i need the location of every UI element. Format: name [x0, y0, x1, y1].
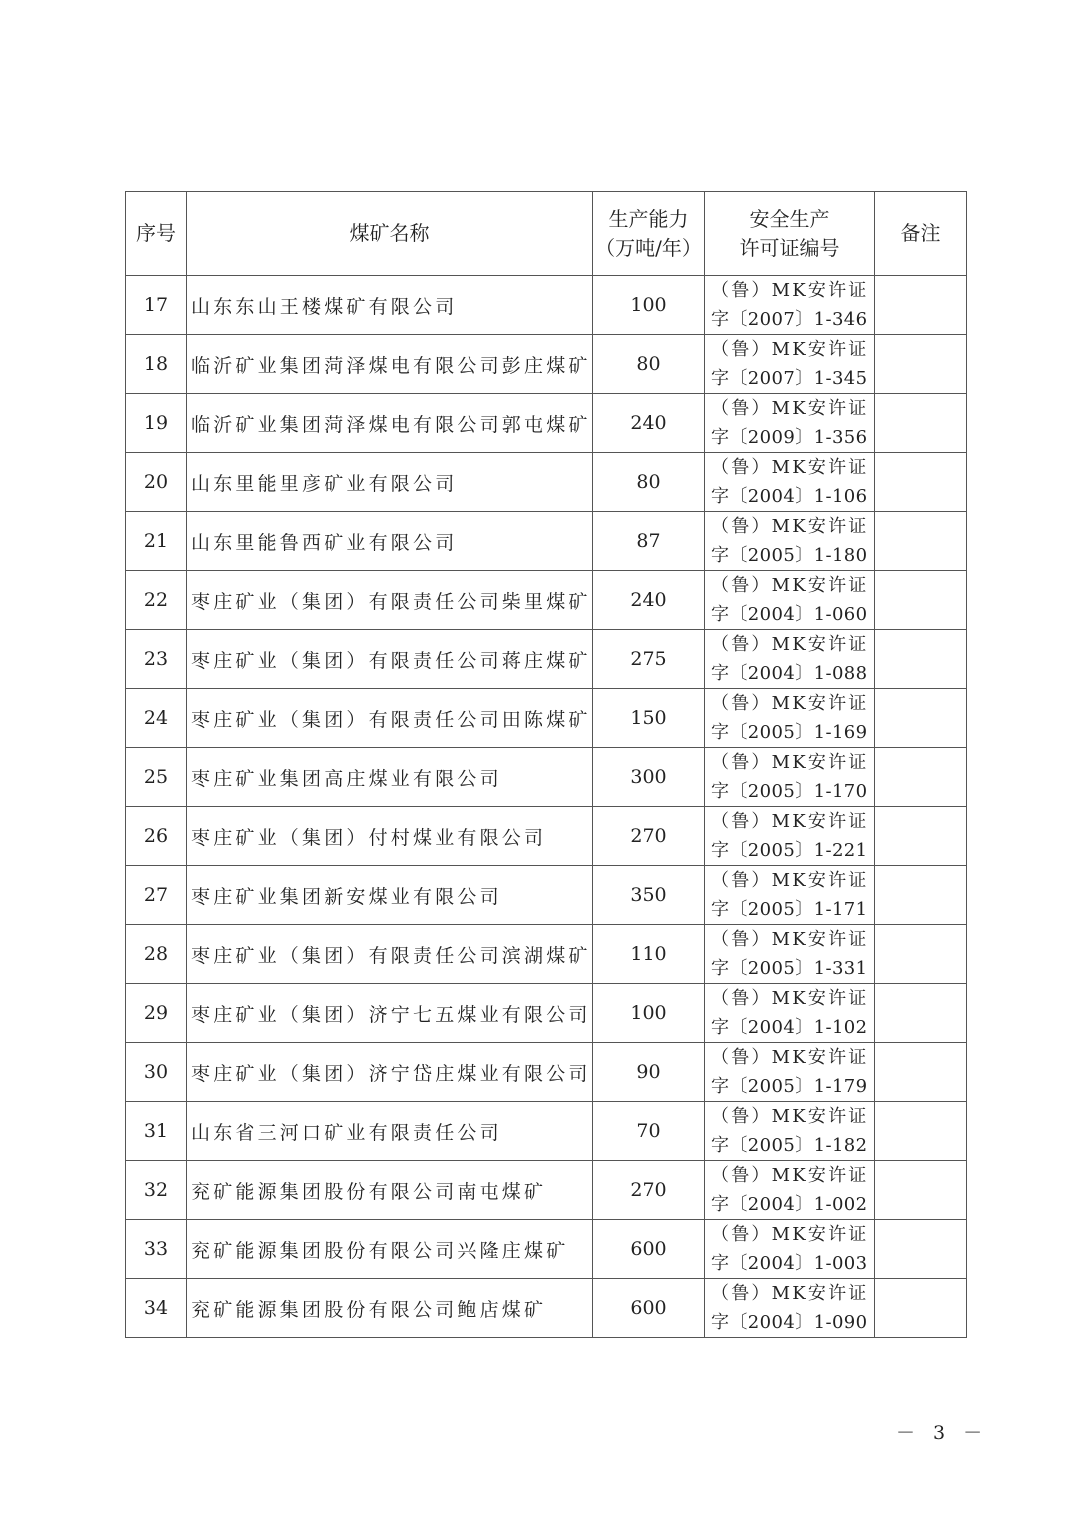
page-number: － 3 － [896, 1422, 989, 1444]
production-capacity: 270 [593, 1161, 705, 1220]
remark [875, 630, 967, 689]
remark [875, 394, 967, 453]
production-capacity: 110 [593, 925, 705, 984]
production-capacity: 100 [593, 276, 705, 335]
table-row [126, 394, 967, 453]
row-number: 31 [126, 1102, 187, 1161]
production-capacity: 90 [593, 1043, 705, 1102]
production-capacity: 100 [593, 984, 705, 1043]
production-capacity: 600 [593, 1279, 705, 1338]
license-number [705, 807, 875, 866]
row-number: 17 [126, 276, 187, 335]
table-row [126, 1043, 967, 1102]
license-line2: 字〔2004〕1-102 [711, 1017, 868, 1038]
remark [875, 276, 967, 335]
license-number [705, 394, 875, 453]
table-row [126, 630, 967, 689]
license-line2: 字〔2004〕1-002 [711, 1194, 868, 1215]
production-capacity: 80 [593, 335, 705, 394]
license-line1: （鲁）MK安许证 [711, 280, 869, 301]
mine-name: 临沂矿业集团菏泽煤电有限公司彭庄煤矿 [187, 335, 593, 394]
license-line1: （鲁）MK安许证 [711, 811, 869, 832]
row-number: 24 [126, 689, 187, 748]
license-line2: 字〔2005〕1-170 [711, 781, 868, 802]
license-line1: （鲁）MK安许证 [711, 1165, 869, 1186]
table-row [126, 1279, 967, 1338]
license-line2: 字〔2004〕1-060 [711, 604, 868, 625]
license-line1: （鲁）MK安许证 [711, 457, 869, 478]
remark [875, 1279, 967, 1338]
mine-name: 山东里能里彦矿业有限公司 [187, 453, 593, 512]
license-line1: （鲁）MK安许证 [711, 988, 869, 1009]
table-row [126, 571, 967, 630]
production-capacity: 270 [593, 807, 705, 866]
table-row [126, 689, 967, 748]
header-capacity-line2: （万吨/年） [595, 235, 702, 260]
row-number: 34 [126, 1279, 187, 1338]
license-number [705, 925, 875, 984]
table-row [126, 866, 967, 925]
mine-name: 枣庄矿业集团新安煤业有限公司 [187, 866, 593, 925]
license-number [705, 512, 875, 571]
remark [875, 1102, 967, 1161]
table-row [126, 984, 967, 1043]
license-number [705, 1043, 875, 1102]
header-capacity-line1: 生产能力 [608, 206, 689, 231]
mine-name: 枣庄矿业（集团）付村煤业有限公司 [187, 807, 593, 866]
license-line1: （鲁）MK安许证 [711, 1047, 869, 1068]
header-license [705, 192, 875, 276]
remark [875, 689, 967, 748]
table-row [126, 276, 967, 335]
production-capacity: 600 [593, 1220, 705, 1279]
license-line1: （鲁）MK安许证 [711, 1106, 869, 1127]
license-number [705, 1279, 875, 1338]
table-row [126, 1161, 967, 1220]
license-number [705, 335, 875, 394]
license-line2: 字〔2005〕1-182 [711, 1135, 868, 1156]
remark [875, 748, 967, 807]
row-number: 32 [126, 1161, 187, 1220]
remark [875, 984, 967, 1043]
row-number: 33 [126, 1220, 187, 1279]
license-line1: （鲁）MK安许证 [711, 929, 869, 950]
table-body [126, 276, 967, 1338]
remark [875, 512, 967, 571]
license-number [705, 630, 875, 689]
table-row [126, 807, 967, 866]
remark [875, 866, 967, 925]
mine-name: 兖矿能源集团股份有限公司南屯煤矿 [187, 1161, 593, 1220]
remark [875, 453, 967, 512]
mine-name: 兖矿能源集团股份有限公司兴隆庄煤矿 [187, 1220, 593, 1279]
production-capacity: 80 [593, 453, 705, 512]
license-line1: （鲁）MK安许证 [711, 339, 869, 360]
header-license-line1: 安全生产 [749, 206, 830, 231]
row-number: 27 [126, 866, 187, 925]
remark [875, 1043, 967, 1102]
license-line2: 字〔2004〕1-106 [711, 486, 868, 507]
license-line1: （鲁）MK安许证 [711, 1283, 869, 1304]
license-line1: （鲁）MK安许证 [711, 575, 869, 596]
remark [875, 925, 967, 984]
row-number: 30 [126, 1043, 187, 1102]
remark [875, 1220, 967, 1279]
license-number [705, 1220, 875, 1279]
mine-name: 枣庄矿业（集团）有限责任公司柴里煤矿 [187, 571, 593, 630]
mine-name: 山东里能鲁西矿业有限公司 [187, 512, 593, 571]
license-line2: 字〔2005〕1-221 [711, 840, 868, 861]
production-capacity: 240 [593, 394, 705, 453]
license-line2: 字〔2005〕1-169 [711, 722, 868, 743]
production-capacity: 150 [593, 689, 705, 748]
row-number: 26 [126, 807, 187, 866]
license-line1: （鲁）MK安许证 [711, 634, 869, 655]
header-license-line2: 许可证编号 [739, 235, 840, 260]
row-number: 29 [126, 984, 187, 1043]
row-number: 25 [126, 748, 187, 807]
license-line1: （鲁）MK安许证 [711, 398, 869, 419]
header-no: 序号 [126, 192, 187, 276]
license-number [705, 689, 875, 748]
table-row [126, 1220, 967, 1279]
header-remark: 备注 [875, 192, 967, 276]
mine-name: 山东省三河口矿业有限责任公司 [187, 1102, 593, 1161]
license-number [705, 1161, 875, 1220]
license-line2: 字〔2005〕1-179 [711, 1076, 868, 1097]
table-row [126, 335, 967, 394]
license-line2: 字〔2005〕1-171 [711, 899, 868, 920]
table-header-row [126, 192, 967, 276]
row-number: 23 [126, 630, 187, 689]
license-line2: 字〔2007〕1-346 [711, 309, 868, 330]
remark [875, 571, 967, 630]
mine-name: 枣庄矿业（集团）有限责任公司蒋庄煤矿 [187, 630, 593, 689]
production-capacity: 300 [593, 748, 705, 807]
license-number [705, 748, 875, 807]
license-line2: 字〔2009〕1-356 [711, 427, 868, 448]
license-number [705, 866, 875, 925]
license-number [705, 571, 875, 630]
mine-name: 枣庄矿业（集团）有限责任公司滨湖煤矿 [187, 925, 593, 984]
mine-name: 枣庄矿业（集团）有限责任公司田陈煤矿 [187, 689, 593, 748]
license-line2: 字〔2007〕1-345 [711, 368, 868, 389]
license-number [705, 453, 875, 512]
mine-name: 枣庄矿业（集团）济宁七五煤业有限公司 [187, 984, 593, 1043]
production-capacity: 350 [593, 866, 705, 925]
license-number [705, 1102, 875, 1161]
mine-name: 山东东山王楼煤矿有限公司 [187, 276, 593, 335]
license-line1: （鲁）MK安许证 [711, 1224, 869, 1245]
row-number: 19 [126, 394, 187, 453]
table-row [126, 453, 967, 512]
table-row [126, 748, 967, 807]
table-row [126, 925, 967, 984]
row-number: 18 [126, 335, 187, 394]
table-row [126, 1102, 967, 1161]
coal-mine-table [125, 191, 967, 1338]
license-line1: （鲁）MK安许证 [711, 870, 869, 891]
license-line1: （鲁）MK安许证 [711, 516, 869, 537]
license-line1: （鲁）MK安许证 [711, 693, 869, 714]
production-capacity: 275 [593, 630, 705, 689]
header-capacity [593, 192, 705, 276]
remark [875, 335, 967, 394]
license-number [705, 276, 875, 335]
row-number: 28 [126, 925, 187, 984]
license-line2: 字〔2004〕1-090 [711, 1312, 868, 1333]
row-number: 20 [126, 453, 187, 512]
remark [875, 1161, 967, 1220]
header-name: 煤矿名称 [187, 192, 593, 276]
remark [875, 807, 967, 866]
license-line2: 字〔2005〕1-180 [711, 545, 868, 566]
table-row [126, 512, 967, 571]
mine-name: 枣庄矿业（集团）济宁岱庄煤业有限公司 [187, 1043, 593, 1102]
mine-name: 兖矿能源集团股份有限公司鲍店煤矿 [187, 1279, 593, 1338]
production-capacity: 70 [593, 1102, 705, 1161]
license-line1: （鲁）MK安许证 [711, 752, 869, 773]
license-line2: 字〔2005〕1-331 [711, 958, 868, 979]
license-line2: 字〔2004〕1-003 [711, 1253, 868, 1274]
production-capacity: 240 [593, 571, 705, 630]
production-capacity: 87 [593, 512, 705, 571]
mine-name: 临沂矿业集团菏泽煤电有限公司郭屯煤矿 [187, 394, 593, 453]
mine-name: 枣庄矿业集团高庄煤业有限公司 [187, 748, 593, 807]
row-number: 22 [126, 571, 187, 630]
license-line2: 字〔2004〕1-088 [711, 663, 868, 684]
license-number [705, 984, 875, 1043]
row-number: 21 [126, 512, 187, 571]
